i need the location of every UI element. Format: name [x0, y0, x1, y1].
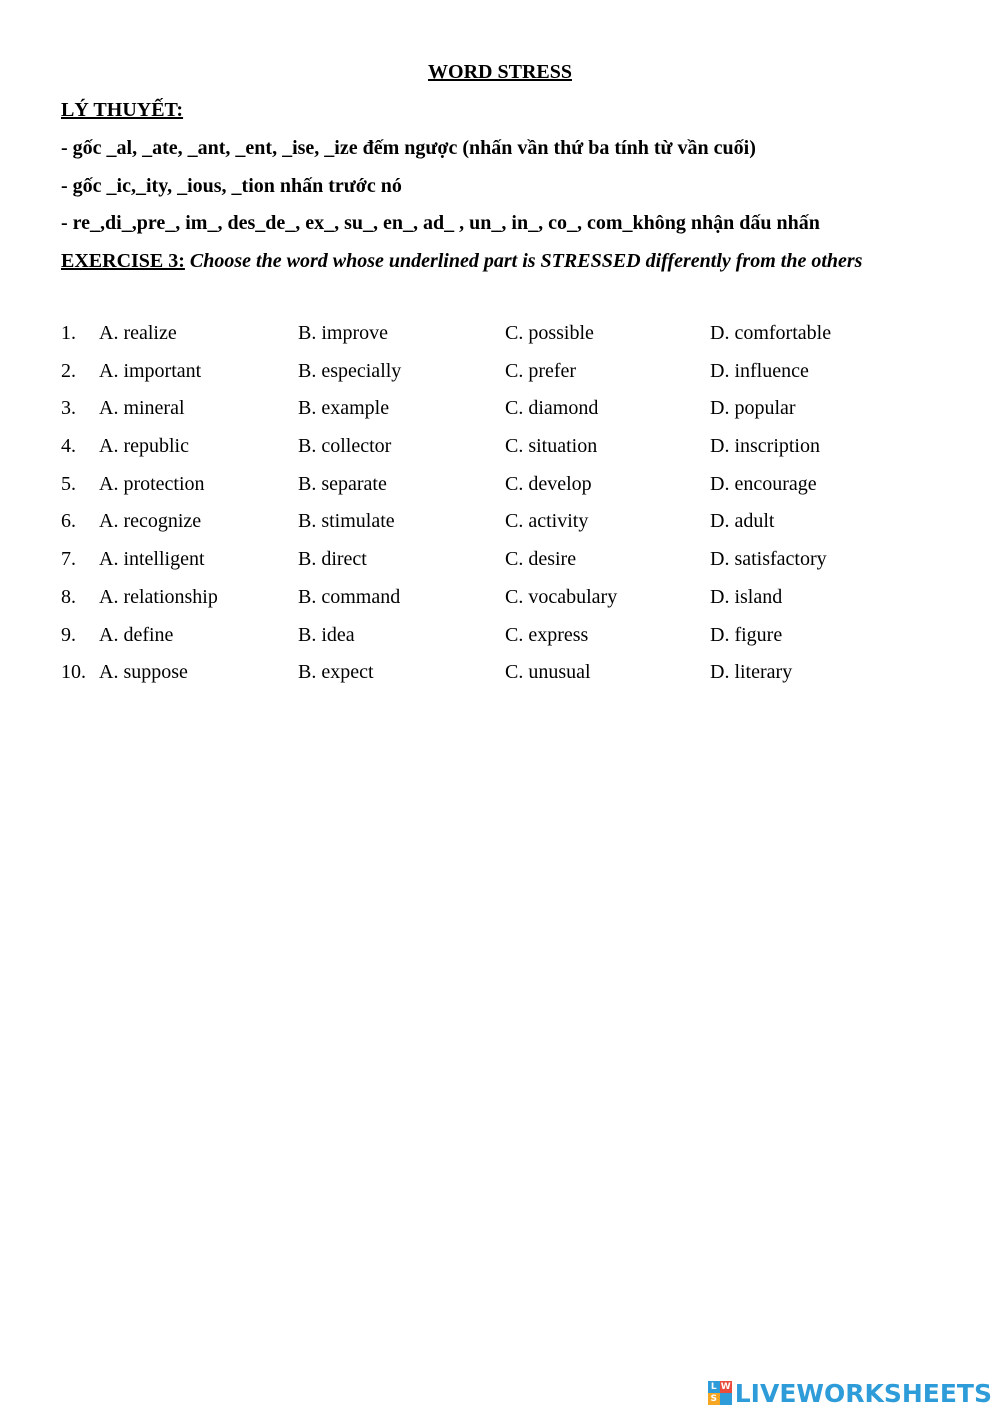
option-d[interactable]: D. influence	[710, 359, 809, 382]
option-a[interactable]: A. suppose	[99, 661, 188, 684]
theory-rule-1: - gốc _al, _ate, _ant, _ent, _ise, _ize đếm ngược (nhấn vần thứ ba tính từ vần cuối)	[61, 137, 756, 159]
option-a[interactable]: A. define	[99, 623, 174, 646]
theory-rule-2: - gốc _ic,_ity, _ious, _tion nhấn trước nó	[61, 175, 402, 197]
option-c[interactable]: C. desire	[505, 548, 577, 571]
question-number: 2.	[61, 359, 76, 382]
liveworksheets-logo[interactable]	[708, 1379, 992, 1407]
question-row-3	[61, 397, 961, 435]
question-row-6	[61, 510, 961, 548]
question-row-8	[61, 586, 961, 624]
question-row-1	[61, 322, 961, 360]
option-b[interactable]: B. example	[298, 397, 390, 420]
option-d[interactable]: D. island	[710, 585, 783, 608]
question-number: 9.	[61, 623, 76, 646]
question-number: 5.	[61, 472, 76, 495]
option-b[interactable]: B. especially	[298, 359, 402, 382]
option-a[interactable]: A. intelligent	[99, 548, 205, 571]
option-c[interactable]: C. unusual	[505, 661, 591, 684]
option-d[interactable]: D. adult	[710, 510, 775, 533]
option-b[interactable]: B. idea	[298, 623, 355, 646]
option-d[interactable]: D. satisfactory	[710, 548, 827, 571]
option-a[interactable]: A. realize	[99, 322, 177, 344]
option-c[interactable]: C. prefer	[505, 359, 577, 382]
question-number: 8.	[61, 585, 76, 608]
option-c[interactable]: C. possible	[505, 322, 594, 344]
question-number: 4.	[61, 435, 76, 458]
question-number: 3.	[61, 397, 76, 420]
question-number: 7.	[61, 548, 76, 571]
option-d[interactable]: D. encourage	[710, 472, 817, 495]
option-d[interactable]: D. popular	[710, 397, 796, 420]
option-a[interactable]: A. republic	[99, 435, 189, 458]
page-title: WORD STRESS	[428, 61, 572, 83]
question-row-10	[61, 661, 961, 699]
liveworksheets-logo-text: LIVEWORKSHEETS	[734, 1378, 992, 1408]
option-c[interactable]: C. develop	[505, 472, 592, 495]
option-b[interactable]: B. collector	[298, 435, 392, 458]
theory-rule-3: - re_,di_,pre_, im_, des_de_, ex_, su_, en_, ad_ , un_, in_, co_, com_không nhận dấu nhấn	[61, 212, 820, 234]
question-list	[61, 322, 961, 699]
option-b[interactable]: B. expect	[298, 661, 374, 684]
option-c[interactable]: C. diamond	[505, 397, 599, 420]
option-d[interactable]: D. figure	[710, 623, 783, 646]
option-b[interactable]: B. command	[298, 585, 401, 608]
option-d[interactable]: D. comfortable	[710, 322, 832, 344]
question-row-4	[61, 435, 961, 473]
question-number: 10.	[61, 661, 86, 684]
question-row-9	[61, 624, 961, 662]
option-a[interactable]: A. recognize	[99, 510, 202, 533]
option-a[interactable]: A. relationship	[99, 585, 218, 608]
option-b[interactable]: B. direct	[298, 548, 367, 571]
exercise-instruction: Choose the word whose underlined part is STRESSED differently from the others	[184, 250, 863, 272]
option-c[interactable]: C. vocabulary	[505, 585, 618, 608]
option-a[interactable]: A. important	[99, 359, 202, 382]
question-row-2	[61, 360, 961, 398]
liveworksheets-logo-icon: L W S	[708, 1381, 732, 1405]
exercise-label: EXERCISE 3:	[61, 250, 185, 272]
option-b[interactable]: B. stimulate	[298, 510, 395, 533]
option-b[interactable]: B. improve	[298, 322, 388, 344]
exercise-header	[61, 250, 862, 273]
question-row-5	[61, 473, 961, 511]
option-a[interactable]: A. protection	[99, 472, 205, 495]
option-c[interactable]: C. express	[505, 623, 589, 646]
option-a[interactable]: A. mineral	[99, 397, 185, 420]
option-c[interactable]: C. situation	[505, 435, 598, 458]
option-d[interactable]: D. literary	[710, 661, 793, 684]
question-row-7	[61, 548, 961, 586]
question-number: 6.	[61, 510, 76, 533]
theory-heading: LÝ THUYẾT:	[61, 99, 184, 121]
question-number: 1.	[61, 322, 76, 344]
option-d[interactable]: D. inscription	[710, 435, 820, 458]
option-c[interactable]: C. activity	[505, 510, 589, 533]
option-b[interactable]: B. separate	[298, 472, 387, 495]
